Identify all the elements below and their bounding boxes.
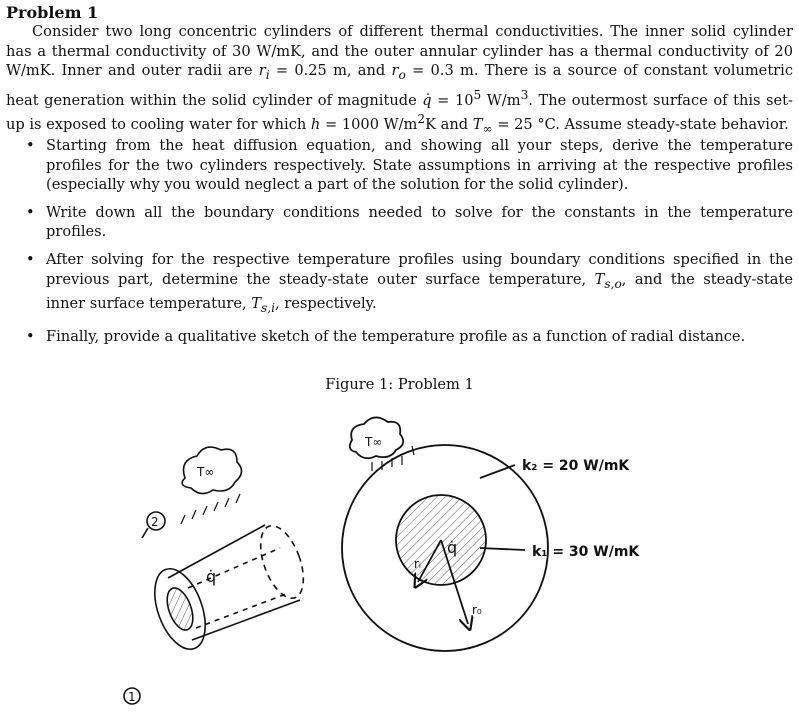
exp-3: 3 [520,87,529,102]
intro-text-6: . The outermost surface of this set-up is exposed to cooling water for which [6,91,793,133]
intro-text-5: W/m [481,91,521,109]
bullet-dot: • [26,250,35,268]
label-2-pointer [142,528,148,538]
task-text-b: , and the steady-state inner surface temperature, [46,270,793,313]
intro-text-9: = 25 °C. Assume steady-state behavior. [492,116,789,133]
ri-subscript: i [265,68,270,83]
tinf-symbol: T [472,116,483,133]
cylinder-top-edge [168,525,265,578]
tinf-subscript: ∞ [482,121,493,136]
intro-text-8: K and [425,116,473,133]
cooling-arrows-left [181,494,240,524]
intro-text-3: = 0.3 m. There is a source of constant volumetric heat generation within the solid cylinder of magnitude [6,62,793,109]
intro-text-2: = 0.25 m, and [269,62,392,80]
h-symbol: h [310,116,321,133]
exp-2: 2 [417,112,426,127]
tso-subscript: s,o [604,276,622,291]
tso-symbol: T [594,270,605,288]
task-text: Starting from the heat diffusion equation, and showing all your steps, derive the temperature profiles for the two cylinders respectively. State assumptions in arriving at the respective profiles (especially why you would neglect a part of the solution for the solid cylinder). [46,137,793,194]
cylinder-core-dash [188,548,280,588]
k1-label: k₁ = 30 W/mK [532,544,640,560]
k1-pointer [480,548,525,550]
figure-caption: Figure 1: Problem 1 [325,376,474,393]
cylinder-sketch [124,447,312,704]
ri-symbol: r [258,62,266,80]
cross-section-sketch [342,417,548,651]
tinf-label-right: T∞ [365,435,383,449]
task-text-c: , respectively. [275,295,377,313]
qdot-label-left: q̇ [206,567,217,586]
ro-label: r₀ [472,603,482,617]
task-text: Finally, provide a qualitative sketch of the temperature profile as a function of radial distance. [46,327,746,345]
bullet-dot: • [26,137,35,154]
cylinder-inner-core [162,585,198,634]
k2-pointer [480,465,515,478]
label-2: 2 [151,515,159,529]
cylinder-bottom-edge [192,600,300,640]
ro-subscript: o [398,68,406,83]
ri-label: rᵢ [414,557,422,571]
ro-symbol: r [391,62,399,80]
task-text-a: After solving for the respective temperature profiles using boundary conditions specified in the previous part, determine the steady-state outer surface temperature, [46,250,793,288]
tsi-symbol: T [251,295,262,313]
bullet-dot: • [26,327,35,345]
tsi-subscript: s,i [261,300,276,315]
intro-text-7: = 1000 W/m [320,116,418,133]
task-text: Write down all the boundary conditions needed to solve for the constants in the temperature profiles. [46,203,793,241]
exp-5: 5 [473,87,482,102]
k2-label: k₂ = 20 W/mK [522,458,630,474]
intro-text-1: Consider two long concentric cylinders of different thermal conductivities. The inner solid cylinder has a thermal conductivity of 30 W/mK, and the outer annular cylinder has a thermal conductivity of 20 W/mK. Inner and outer radii are [6,23,793,80]
label-1: 1 [128,690,136,704]
bullet-dot: • [26,203,35,221]
problem-title: Problem 1 [6,3,99,22]
qdot-symbol: q̇ [422,91,432,109]
qdot-label-right: q̇ [447,538,458,557]
cylinder-far-end [252,520,312,604]
intro-text-4: = 10 [431,91,474,109]
tinf-label-left: T∞ [197,465,215,479]
